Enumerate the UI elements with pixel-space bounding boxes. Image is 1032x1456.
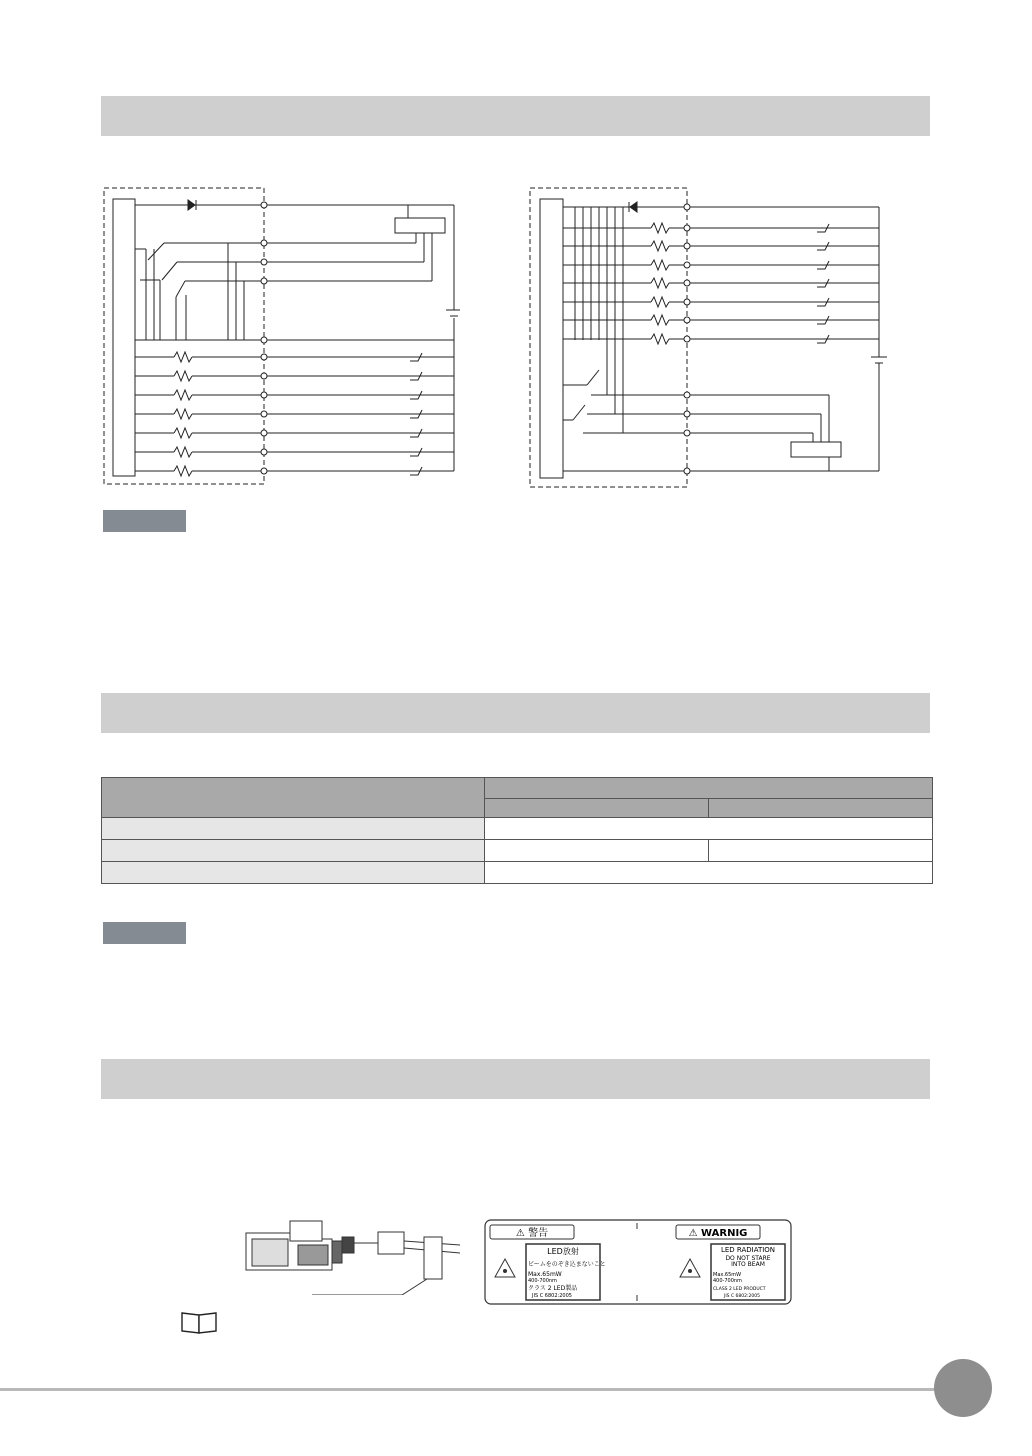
- table-row: [102, 862, 933, 884]
- jp-line-1: LED放射: [547, 1247, 579, 1256]
- table-cell: [709, 840, 933, 862]
- table-row: [102, 818, 933, 840]
- table-row-label: [102, 862, 485, 884]
- table-header-item: [102, 778, 485, 818]
- section-header-specifications: [101, 693, 930, 733]
- jp-line-2: ビームをのぞき込まないこと: [528, 1261, 606, 1268]
- wiring-diagram-npn: [100, 185, 460, 487]
- en-line-2: DO NOT STARE: [725, 1255, 771, 1262]
- en-line-4: Max.65mW: [713, 1272, 742, 1278]
- jp-warning-title: ⚠ 警告: [515, 1228, 549, 1239]
- jp-line-5: クラス 2 LED製品: [528, 1285, 578, 1292]
- table-cell: [485, 840, 709, 862]
- jp-line-4: 400-700nm: [528, 1278, 557, 1284]
- table-cell: [485, 862, 933, 884]
- en-warning-title: ⚠ WARNIG: [688, 1228, 748, 1239]
- note-badge: [103, 922, 186, 944]
- table-header-col-2: [709, 799, 933, 818]
- wiring-diagram-pnp: [527, 185, 887, 490]
- page-number-badge: [934, 1359, 992, 1417]
- warning-labels: [484, 1219, 794, 1305]
- jp-line-6: JIS C 6802:2005: [532, 1293, 572, 1299]
- sensor-illustration: [242, 1215, 462, 1295]
- footer-rule: [0, 1388, 950, 1391]
- en-line-5: 400-700nm: [713, 1278, 742, 1284]
- table-cell: [485, 818, 933, 840]
- table-row-label: [102, 818, 485, 840]
- section-header-laser-safety: [101, 1059, 930, 1099]
- table-header-group: [485, 778, 933, 799]
- specifications-table: [101, 777, 933, 884]
- en-line-6: CLASS 2 LED PRODUCT: [713, 1287, 766, 1292]
- table-header-col-1: [485, 799, 709, 818]
- table-row: [102, 840, 933, 862]
- book-icon: [180, 1311, 220, 1335]
- en-line-3: INTO BEAM: [731, 1261, 765, 1268]
- section-header-wiring: [101, 96, 930, 136]
- table-row-label: [102, 840, 485, 862]
- en-line-7: JIS C 6802:2005: [724, 1294, 760, 1299]
- jp-line-3: Max.65mW: [528, 1271, 562, 1278]
- note-badge: [103, 510, 186, 532]
- en-line-1: LED RADIATION: [720, 1246, 776, 1254]
